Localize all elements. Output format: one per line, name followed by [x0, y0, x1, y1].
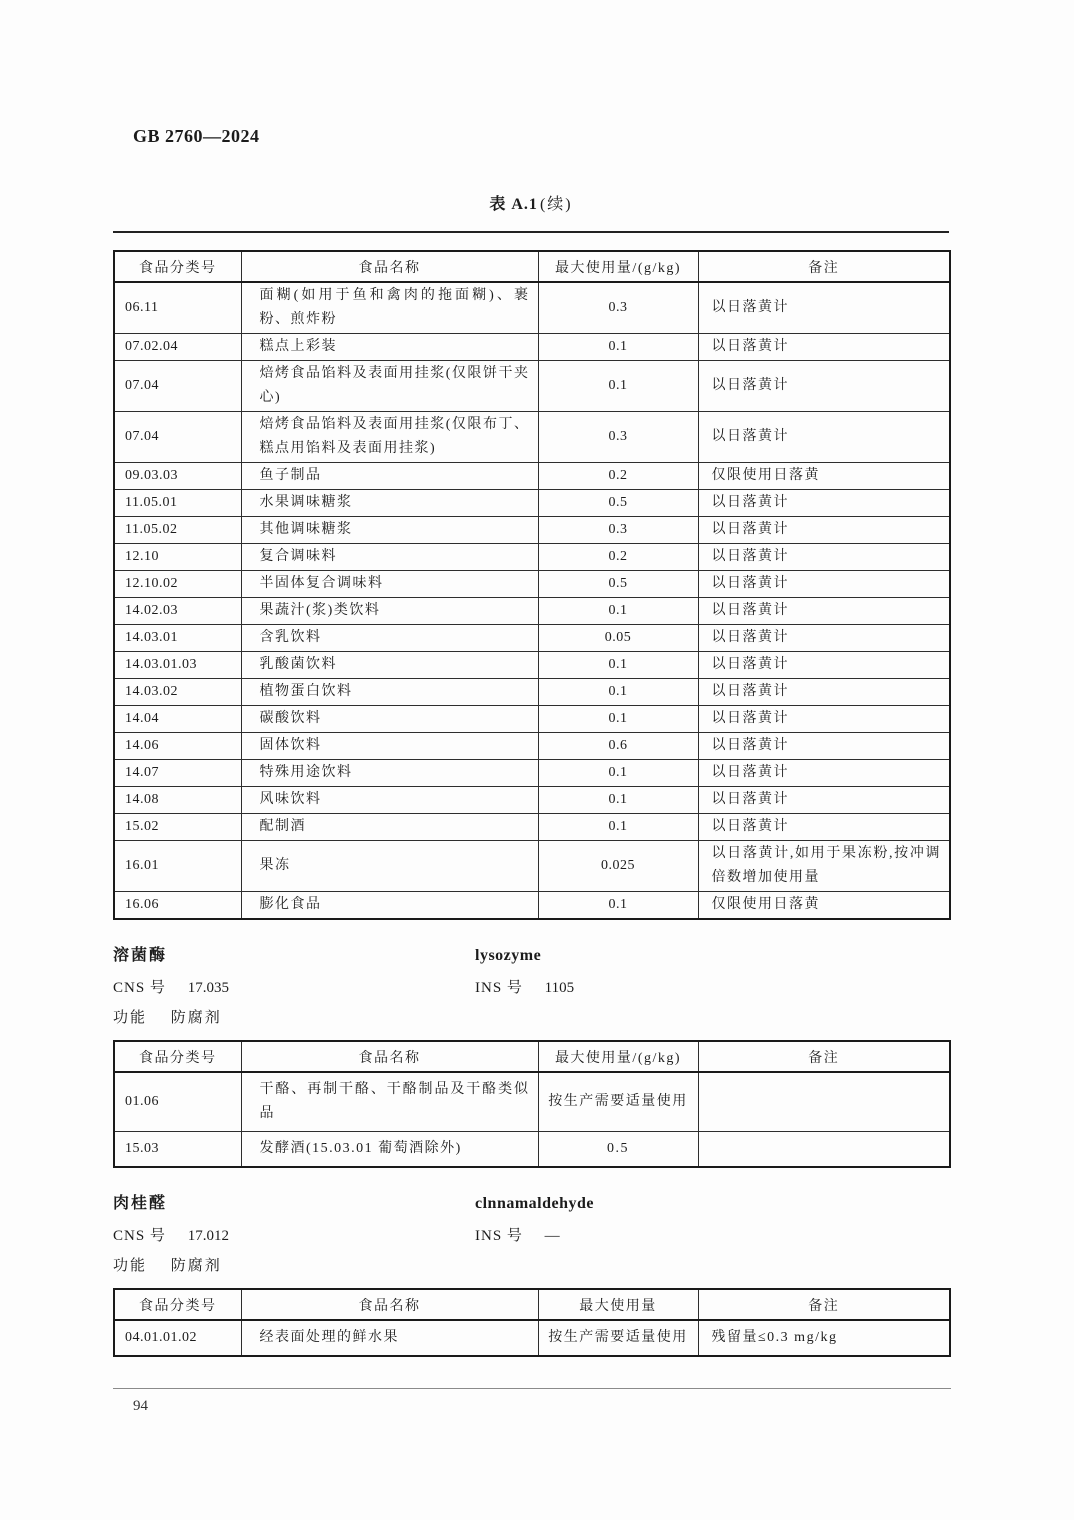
column-header-remark: 备注 — [698, 1289, 950, 1320]
table-title-main: 表 A.1 — [489, 196, 538, 213]
max-usage-cell: 0.2 — [538, 463, 698, 490]
remark-cell: 以日落黄计 — [698, 652, 950, 679]
function-value: 防腐剂 — [170, 1010, 222, 1026]
column-header-food-category: 食品分类号 — [114, 1041, 241, 1072]
food-name-cell: 含乳饮料 — [241, 625, 538, 652]
max-usage-cell: 0.1 — [538, 598, 698, 625]
remark-cell: 以日落黄计 — [698, 625, 950, 652]
food-category-cell: 12.10 — [114, 544, 241, 571]
remark-cell: 以日落黄计,如用于果冻粉,按冲调倍数增加使用量 — [698, 841, 950, 892]
usage-table-cinnamaldehyde — [113, 1288, 951, 1357]
food-category-cell: 04.01.01.02 — [114, 1320, 241, 1356]
food-name-cell: 水果调味糖浆 — [241, 490, 538, 517]
food-name-cell: 特殊用途饮料 — [241, 760, 538, 787]
additive-function-row — [113, 1006, 949, 1030]
remark-cell — [698, 1072, 950, 1132]
table-row — [114, 1320, 950, 1356]
max-usage-cell: 0.1 — [538, 652, 698, 679]
table-title-suffix: (续) — [539, 196, 573, 213]
food-category-cell: 15.02 — [114, 814, 241, 841]
table-row — [114, 733, 950, 760]
function-value: 防腐剂 — [170, 1258, 222, 1274]
max-usage-cell: 0.1 — [538, 334, 698, 361]
remark-cell: 仅限使用日落黄 — [698, 463, 950, 490]
food-category-cell: 14.04 — [114, 706, 241, 733]
remark-cell: 以日落黄计 — [698, 679, 950, 706]
header-row — [114, 1041, 950, 1072]
food-name-cell: 复合调味料 — [241, 544, 538, 571]
page-number: 94 — [133, 1398, 148, 1414]
max-usage-cell: 0.5 — [538, 490, 698, 517]
max-usage-cell: 0.1 — [538, 706, 698, 733]
remark-cell: 以日落黄计 — [698, 598, 950, 625]
table-row — [114, 625, 950, 652]
table-row — [114, 412, 950, 463]
max-usage-cell: 0.1 — [538, 892, 698, 920]
max-usage-cell: 0.1 — [538, 679, 698, 706]
table-row — [114, 490, 950, 517]
additive-heading — [113, 944, 949, 968]
food-category-cell: 11.05.02 — [114, 517, 241, 544]
table-row — [114, 652, 950, 679]
max-usage-cell: 0.3 — [538, 517, 698, 544]
food-category-cell: 16.06 — [114, 892, 241, 920]
food-category-cell: 01.06 — [114, 1072, 241, 1132]
usage-table-sunset-yellow — [113, 250, 951, 920]
food-category-cell: 14.02.03 — [114, 598, 241, 625]
food-name-cell: 碳酸饮料 — [241, 706, 538, 733]
food-category-cell: 16.01 — [114, 841, 241, 892]
table-row — [114, 517, 950, 544]
ins-value: 1105 — [544, 980, 575, 996]
additive-section-cinnamaldehyde — [113, 1192, 949, 1357]
max-usage-cell: 按生产需要适量使用 — [538, 1320, 698, 1356]
max-usage-cell: 0.05 — [538, 625, 698, 652]
food-name-cell: 鱼子制品 — [241, 463, 538, 490]
footer-divider — [113, 1388, 951, 1389]
ins-value: — — [544, 1228, 560, 1244]
ins-label: INS 号 — [475, 1228, 523, 1244]
additive-id-row — [113, 976, 949, 1000]
remark-cell: 残留量≤0.3 mg/kg — [698, 1320, 950, 1356]
food-category-cell: 06.11 — [114, 282, 241, 334]
food-category-cell: 14.03.01.03 — [114, 652, 241, 679]
remark-cell: 以日落黄计 — [698, 282, 950, 334]
table-title — [113, 191, 949, 214]
food-name-cell: 膨化食品 — [241, 892, 538, 920]
table-row — [114, 1072, 950, 1132]
food-category-cell: 07.02.04 — [114, 334, 241, 361]
additive-heading — [113, 1192, 949, 1216]
title-divider — [113, 231, 949, 233]
food-name-cell: 其他调味糖浆 — [241, 517, 538, 544]
header-row — [114, 251, 950, 282]
food-category-cell: 14.06 — [114, 733, 241, 760]
food-category-cell: 14.07 — [114, 760, 241, 787]
food-category-cell: 15.03 — [114, 1132, 241, 1168]
food-name-cell: 乳酸菌饮料 — [241, 652, 538, 679]
remark-cell — [698, 1132, 950, 1168]
food-category-cell: 09.03.03 — [114, 463, 241, 490]
column-header-max-usage: 最大使用量/(g/kg) — [538, 1041, 698, 1072]
additive-function-row — [113, 1254, 949, 1278]
additive-id-row — [113, 1224, 949, 1248]
food-category-cell: 14.03.01 — [114, 625, 241, 652]
max-usage-cell: 0.1 — [538, 814, 698, 841]
additive-name-en: clnnamaldehyde — [475, 1195, 595, 1212]
remark-cell: 以日落黄计 — [698, 544, 950, 571]
ins-label: INS 号 — [475, 980, 523, 996]
food-category-cell: 14.03.02 — [114, 679, 241, 706]
remark-cell: 以日落黄计 — [698, 787, 950, 814]
table-row — [114, 571, 950, 598]
additive-section-lysozyme — [113, 944, 949, 1168]
column-header-food-category: 食品分类号 — [114, 1289, 241, 1320]
max-usage-cell: 0.5 — [538, 571, 698, 598]
max-usage-cell: 0.1 — [538, 760, 698, 787]
table-row — [114, 892, 950, 920]
column-header-food-name: 食品名称 — [241, 1041, 538, 1072]
function-label: 功能 — [113, 1258, 148, 1274]
cns-label: CNS 号 — [113, 1228, 166, 1244]
food-name-cell: 焙烤食品馅料及表面用挂浆(仅限饼干夹心) — [241, 361, 538, 412]
remark-cell: 以日落黄计 — [698, 571, 950, 598]
column-header-max-usage: 最大使用量 — [538, 1289, 698, 1320]
table-row — [114, 1132, 950, 1168]
remark-cell: 以日落黄计 — [698, 814, 950, 841]
food-name-cell: 面糊(如用于鱼和禽肉的拖面糊)、裹粉、煎炸粉 — [241, 282, 538, 334]
function-label: 功能 — [113, 1010, 148, 1026]
table-row — [114, 463, 950, 490]
column-header-remark: 备注 — [698, 251, 950, 282]
remark-cell: 以日落黄计 — [698, 760, 950, 787]
table-row — [114, 814, 950, 841]
food-name-cell: 半固体复合调味料 — [241, 571, 538, 598]
max-usage-cell: 0.6 — [538, 733, 698, 760]
remark-cell: 以日落黄计 — [698, 517, 950, 544]
header-row — [114, 1289, 950, 1320]
food-name-cell: 干酪、再制干酪、干酪制品及干酪类似品 — [241, 1072, 538, 1132]
max-usage-cell: 0.1 — [538, 361, 698, 412]
table-row — [114, 544, 950, 571]
table-row — [114, 787, 950, 814]
additive-name-zh: 溶菌酶 — [113, 947, 168, 964]
remark-cell: 仅限使用日落黄 — [698, 892, 950, 920]
food-name-cell: 配制酒 — [241, 814, 538, 841]
food-category-cell: 14.08 — [114, 787, 241, 814]
food-name-cell: 植物蛋白饮料 — [241, 679, 538, 706]
table-row — [114, 334, 950, 361]
cns-label: CNS 号 — [113, 980, 166, 996]
food-category-cell: 07.04 — [114, 361, 241, 412]
additive-name-zh: 肉桂醛 — [113, 1195, 168, 1212]
max-usage-cell: 0.3 — [538, 412, 698, 463]
food-name-cell: 糕点上彩装 — [241, 334, 538, 361]
max-usage-cell: 0.1 — [538, 787, 698, 814]
food-category-cell: 12.10.02 — [114, 571, 241, 598]
food-name-cell: 果冻 — [241, 841, 538, 892]
food-name-cell: 果蔬汁(浆)类饮料 — [241, 598, 538, 625]
column-header-remark: 备注 — [698, 1041, 950, 1072]
food-name-cell: 焙烤食品馅料及表面用挂浆(仅限布丁、糕点用馅料及表面用挂浆) — [241, 412, 538, 463]
table-row — [114, 679, 950, 706]
usage-table-lysozyme — [113, 1040, 951, 1168]
column-header-food-name: 食品名称 — [241, 251, 538, 282]
remark-cell: 以日落黄计 — [698, 490, 950, 517]
doc-number: GB 2760—2024 — [133, 126, 260, 146]
remark-cell: 以日落黄计 — [698, 334, 950, 361]
column-header-max-usage: 最大使用量/(g/kg) — [538, 251, 698, 282]
food-category-cell: 11.05.01 — [114, 490, 241, 517]
food-name-cell: 经表面处理的鲜水果 — [241, 1320, 538, 1356]
additive-name-en: lysozyme — [475, 947, 542, 964]
cns-value: 17.012 — [187, 1228, 229, 1244]
remark-cell: 以日落黄计 — [698, 706, 950, 733]
table-row — [114, 361, 950, 412]
max-usage-cell: 0.025 — [538, 841, 698, 892]
max-usage-cell: 0.3 — [538, 282, 698, 334]
table-row — [114, 841, 950, 892]
column-header-food-name: 食品名称 — [241, 1289, 538, 1320]
max-usage-cell: 0.5 — [538, 1132, 698, 1168]
food-name-cell: 风味饮料 — [241, 787, 538, 814]
max-usage-cell: 按生产需要适量使用 — [538, 1072, 698, 1132]
max-usage-cell: 0.2 — [538, 544, 698, 571]
cns-value: 17.035 — [187, 980, 229, 996]
food-name-cell: 固体饮料 — [241, 733, 538, 760]
remark-cell: 以日落黄计 — [698, 361, 950, 412]
remark-cell: 以日落黄计 — [698, 412, 950, 463]
remark-cell: 以日落黄计 — [698, 733, 950, 760]
food-category-cell: 07.04 — [114, 412, 241, 463]
table-row — [114, 706, 950, 733]
table-row — [114, 282, 950, 334]
column-header-food-category: 食品分类号 — [114, 251, 241, 282]
page-content — [113, 0, 949, 1357]
food-name-cell: 发酵酒(15.03.01 葡萄酒除外) — [241, 1132, 538, 1168]
table-row — [114, 598, 950, 625]
table-row — [114, 760, 950, 787]
